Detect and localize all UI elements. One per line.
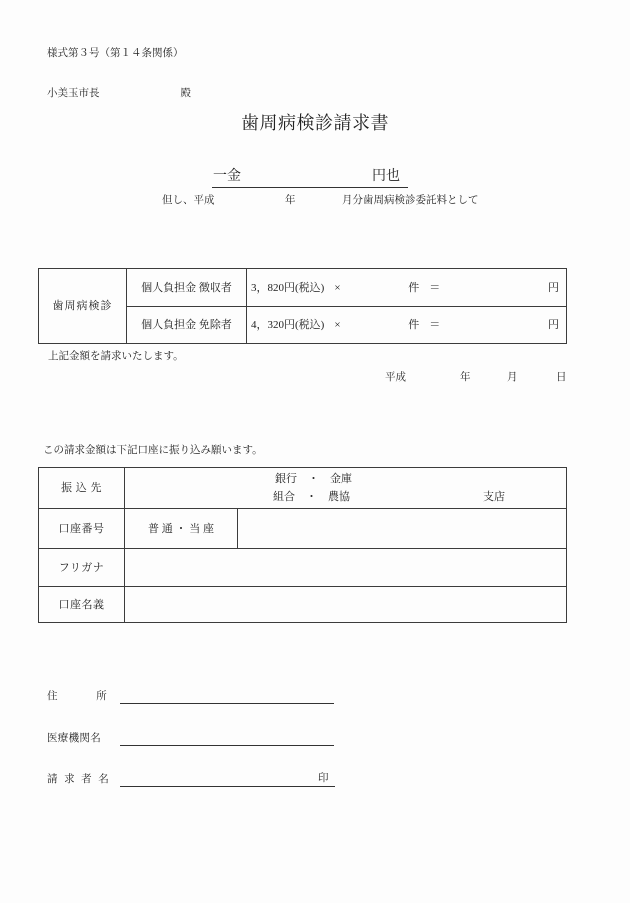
date-month: 月 [507, 372, 518, 383]
addressee-line [47, 87, 191, 101]
payee-label: 振 込 先 [61, 482, 102, 494]
proviso-tail: 月分歯周病検診委託料として [342, 195, 479, 206]
addressee: 小美玉市長 [47, 88, 100, 99]
seal-mark: 印 [318, 773, 329, 784]
bank-table [38, 467, 567, 623]
fee-count-group [408, 318, 440, 332]
bank-type-line1: 銀行 ・ 金庫 [275, 473, 352, 485]
proviso-year: 年 [285, 195, 296, 206]
fee-price-group [251, 281, 341, 295]
institution-field-line [120, 745, 334, 746]
fee-count-group [408, 281, 440, 295]
date-year: 年 [460, 372, 471, 383]
claim-statement: 上記金額を請求いたします。 [48, 351, 184, 362]
fee-unit-price: 3，820円(税込) [251, 281, 325, 294]
times-sign: × [334, 319, 341, 331]
proviso-lead: 但し、平成 [162, 195, 215, 206]
account-name-label: 口座名義 [58, 599, 105, 611]
transfer-note: この請求金額は下記口座に振り込み願います。 [43, 445, 263, 456]
account-type-cell: 普 通 ・ 当 座 [148, 522, 214, 535]
amount-line [212, 166, 408, 188]
fee-row-label: 個人負担金 免除者 [141, 319, 232, 331]
fee-row-label: 個人負担金 徴収者 [141, 281, 232, 294]
equals-sign: ＝ [429, 319, 441, 331]
equals-sign: ＝ [429, 281, 441, 294]
yen-suffix: 円 [547, 319, 559, 331]
amount-suffix: 円也 [372, 169, 400, 184]
yen-suffix: 円 [547, 281, 559, 294]
fee-row-calculation [247, 307, 568, 343]
claimant-field-line [120, 786, 335, 787]
honorific: 殿 [180, 88, 191, 99]
amount-prefix: 一金 [213, 169, 241, 184]
furigana-label: フリガナ [58, 561, 105, 574]
form-number: 様式第３号（第１４条関係） [47, 48, 184, 59]
fee-table [38, 268, 567, 344]
fee-price-group [251, 318, 341, 332]
institution-label: 医療機関名 [47, 733, 101, 744]
bank-table-accttype-border [237, 509, 238, 548]
address-label: 住 所 [47, 691, 107, 702]
branch-label: 支店 [483, 491, 505, 503]
fee-row-calculation [247, 269, 568, 306]
fee-category-cell: 歯周病検診 [52, 300, 113, 312]
bank-type-line2: 組合 ・ 農協 [273, 491, 350, 503]
address-field-line [120, 703, 334, 704]
date-era: 平成 [385, 372, 406, 383]
account-number-label: 口座番号 [58, 522, 105, 535]
claimant-label: 請 求 者 名 [47, 774, 109, 785]
count-unit: 件 [408, 319, 420, 331]
payee-cell [125, 468, 567, 508]
fee-unit-price: 4，320円(税込) [251, 319, 325, 331]
count-unit: 件 [408, 281, 420, 294]
times-sign: × [334, 281, 341, 294]
date-day: 日 [556, 372, 567, 383]
page-title: 歯周病検診請求書 [241, 113, 389, 133]
